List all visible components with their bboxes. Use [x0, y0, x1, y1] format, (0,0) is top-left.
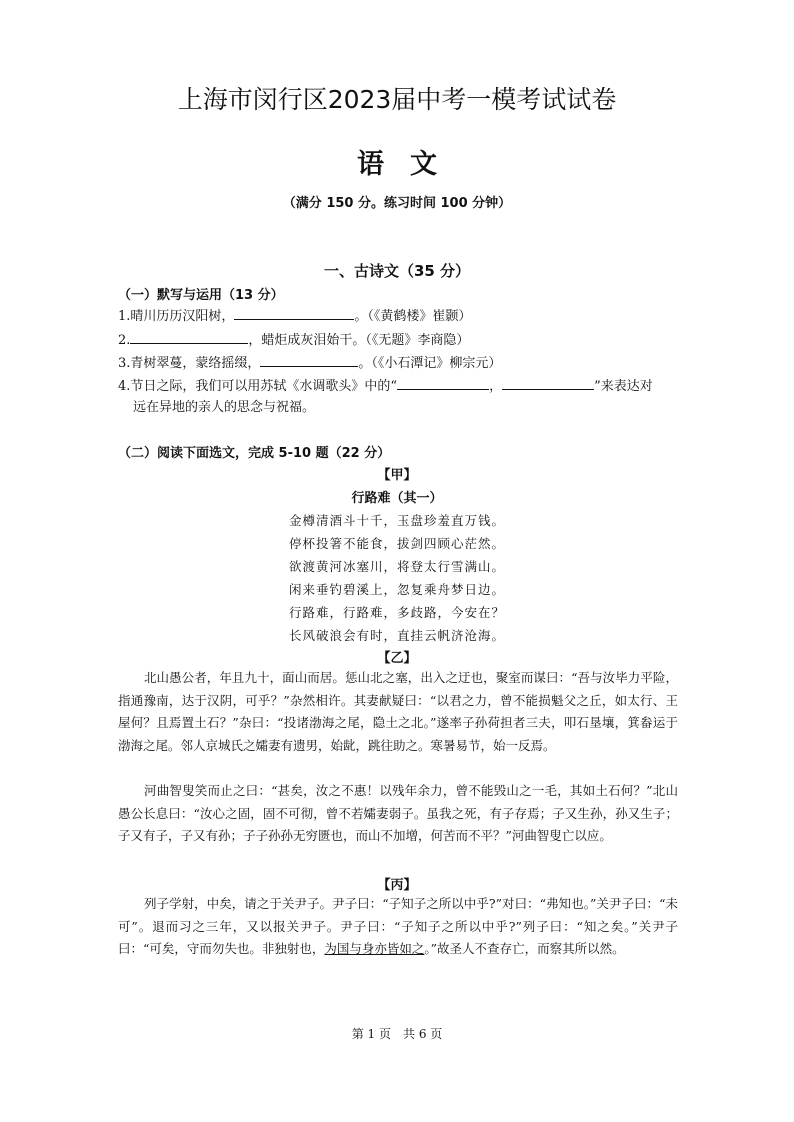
passage-bing-tag: 【丙】: [377, 878, 417, 893]
page-number: 第 1 页 共 6 页: [351, 1027, 443, 1041]
q4-prefix: 4.节日之际，我们可以用苏轼《水调歌头》中的“: [118, 379, 398, 394]
underlined-sentence: 为国与身亦皆如之: [324, 941, 425, 957]
part1-heading: （一）默写与运用（13 分）: [118, 288, 284, 303]
passage-yi-paragraph-1: 北山愚公者，年且九十，面山而居。惩山北之塞，出入之迂也，聚室而谋曰：“吾与汝毕力平险，指通豫南，达于汉阴，可乎？”杂然相许。其妻献疑曰：“以君之力，曾不能损魁父之丘，如太行、王屋何？且焉置土石？”杂曰：“投诸渤海之尾，隐土之北。”遂率子孙荷担者三夫，叩石垦壤，箕畚运于渤海之尾。邻人京城氏之孀妻有遗男，始龀，跳往助之。寒暑易节，始一反焉。: [118, 670, 678, 753]
q4-suffix: ”来表达对: [594, 379, 653, 394]
poem-line: 长风破浪会有时，直挂云帆济沧海。: [288, 628, 505, 643]
exam-title: 上海市闵行区2023届中考一模考试试卷: [177, 85, 617, 114]
passage-jia-tag: 【甲】: [377, 468, 417, 483]
passage-yi-tag: 【乙】: [377, 651, 417, 666]
passage-yi-paragraph-2: 河曲智叟笑而止之曰：“甚矣，汝之不惠！以残年余力，曾不能毁山之一毛，其如土石何？”北山愚公长息曰：“汝心之固，固不可彻，曾不若孀妻弱子。虽我之死，有子存焉；子又生孙，孙又生子；子又有子，子又有孙；子子孙孙无穷匮也，而山不加增，何苦而不平？”河曲智叟亡以应。: [118, 783, 678, 844]
answer-blank[interactable]: [397, 375, 489, 390]
question-3: [118, 352, 501, 375]
q2-prefix: 2.: [118, 333, 131, 348]
poem-line: 欲渡黄河冰塞川，将登太行雪满山。: [288, 559, 505, 574]
passage-bing-paragraph: [118, 893, 678, 961]
answer-blank[interactable]: [502, 375, 594, 390]
passage-bing-text-end: 。”故圣人不查存亡，而察其所以然。: [424, 941, 625, 957]
q1-suffix: 。（《黄鹤楼》崔颢）: [354, 309, 472, 324]
q4-middle: ，: [489, 379, 503, 394]
poem-line: 闲来垂钓碧溪上，忽复乘舟梦日边。: [288, 582, 505, 597]
q1-prefix: 1.晴川历历汉阳树，: [118, 309, 235, 324]
q2-suffix: ，蜡炬成灰泪始干。（《无题》李商隐）: [248, 333, 470, 348]
passage-bing-text: 列子学射，中矣，请之于关尹子。尹子曰：“子知子之所以中乎?”对曰：“弗知也。”关尹子曰：“未可”。退而习之三年，又以报关尹子。尹子曰：“子知子之所以中乎?”列子曰：“知之矣。”关尹子曰：“可矣，守而勿失也。非独射也，: [118, 896, 678, 957]
question-2: [118, 329, 469, 352]
q3-suffix: 。（《小石潭记》柳宗元）: [358, 356, 502, 371]
poem-title: 行路难（其一）: [351, 491, 443, 506]
subject-title: 语文: [357, 149, 463, 180]
score-note: （满分 150 分。练习时间 100 分钟）: [282, 196, 512, 211]
section-heading: 一、古诗文（35 分）: [323, 262, 471, 280]
poem-line: 停杯投箸不能食，拔剑四顾心茫然。: [288, 536, 505, 551]
part2-heading: （二）阅读下面选文，完成 5-10 题（22 分）: [118, 446, 391, 461]
answer-blank[interactable]: [234, 305, 354, 320]
poem-line: 金樽清酒斗十千，玉盘珍羞直万钱。: [288, 513, 505, 528]
answer-blank[interactable]: [130, 329, 248, 344]
question-4-continuation: 远在异地的亲人的思念与祝福。: [133, 400, 316, 415]
answer-blank[interactable]: [260, 352, 358, 367]
question-1: [118, 305, 471, 328]
question-4: [118, 375, 653, 398]
q3-prefix: 3.青树翠蔓，蒙络摇缀，: [118, 356, 261, 371]
poem-line: 行路难，行路难，多歧路，今安在？: [288, 605, 505, 620]
